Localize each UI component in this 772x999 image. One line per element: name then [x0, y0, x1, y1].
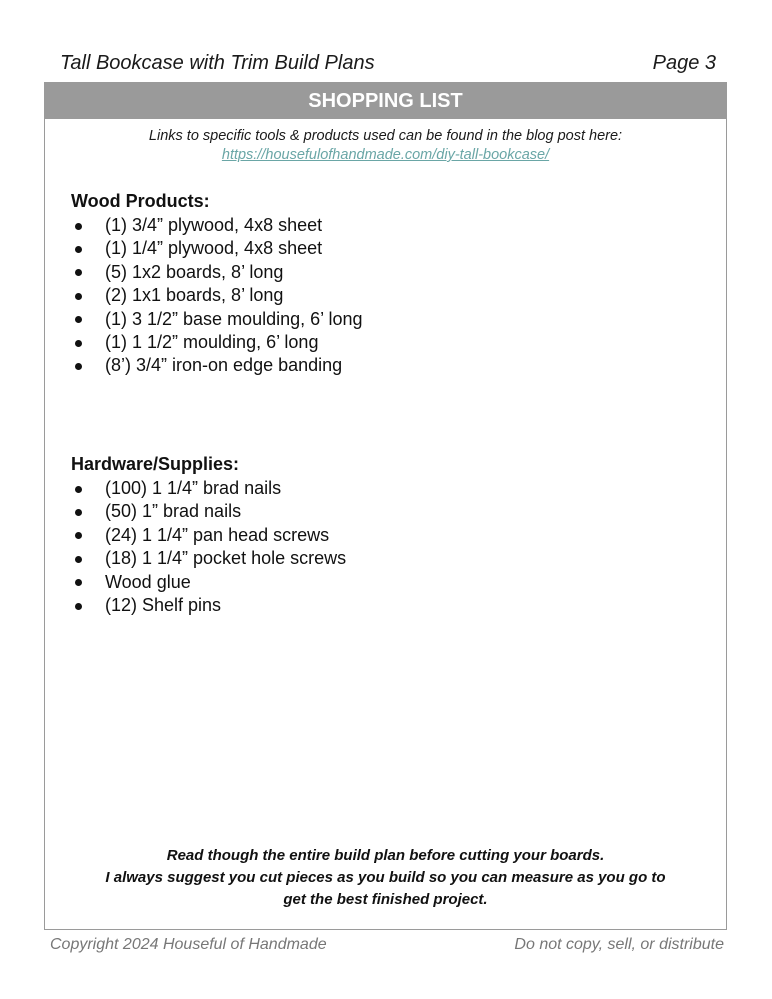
- wood-products-heading: Wood Products:: [71, 191, 210, 211]
- list-item-text: (12) Shelf pins: [105, 595, 222, 616]
- hardware-supplies-list: [71, 477, 346, 617]
- bullet-icon: [75, 223, 82, 230]
- list-item: [71, 237, 362, 260]
- list-item: [71, 500, 346, 523]
- bullet-icon: [75, 269, 82, 276]
- list-item: [71, 354, 362, 377]
- bullet-icon: [75, 246, 82, 253]
- list-item-text: (1) 1 1/2” moulding, 6’ long: [105, 332, 319, 353]
- list-item: [71, 261, 362, 284]
- hardware-supplies-heading: Hardware/Supplies:: [71, 454, 240, 474]
- intro-sentence: Links to specific tools & products used can be found in the blog post here:: [148, 128, 623, 144]
- document-title: Tall Bookcase with Trim Build Plans: [60, 52, 375, 74]
- shopping-list-heading: SHOPPING LIST: [45, 83, 726, 119]
- copyright-text: Copyright 2024 Houseful of Handmade: [50, 936, 327, 953]
- distribution-notice: Do not copy, sell, or distribute: [514, 936, 724, 953]
- wood-products-section: [71, 191, 362, 378]
- bullet-icon: [75, 293, 82, 300]
- list-item-text: (100) 1 1/4” brad nails: [105, 478, 282, 498]
- build-note-line: Read though the entire build plan before cutting your boards.: [166, 847, 605, 864]
- page-number: Page 3: [652, 52, 716, 74]
- build-note: [45, 845, 726, 911]
- bullet-icon: [75, 603, 82, 610]
- blog-post-link[interactable]: https://housefulofhandmade.com/diy-tall-bookcase/: [221, 147, 550, 163]
- list-item: [71, 284, 362, 307]
- bullet-icon: [75, 579, 82, 586]
- list-item: [71, 547, 346, 570]
- list-item: [71, 594, 346, 617]
- build-note-line: I always suggest you cut pieces as you build so you can measure as you go to: [105, 869, 666, 886]
- list-item: [71, 308, 362, 331]
- wood-products-list: [71, 214, 362, 378]
- list-item: [71, 477, 346, 500]
- list-item: [71, 331, 362, 354]
- shopping-list-panel: [44, 82, 727, 930]
- hardware-supplies-section: [71, 454, 346, 617]
- bullet-icon: [75, 486, 82, 493]
- list-item: [71, 571, 346, 594]
- bullet-icon: [75, 556, 82, 563]
- list-item-text: (18) 1 1/4” pocket hole screws: [105, 548, 347, 569]
- list-item-text: Wood glue: [105, 571, 191, 592]
- build-note-line: get the best finished project.: [283, 891, 488, 908]
- intro-text: [45, 127, 726, 165]
- bullet-icon: [75, 340, 82, 347]
- list-item-text: (5) 1x2 boards, 8’ long: [105, 261, 284, 282]
- list-item-text: (1) 1/4” plywood, 4x8 sheet: [105, 238, 323, 259]
- list-item: [71, 214, 362, 237]
- list-item-text: (2) 1x1 boards, 8’ long: [105, 285, 284, 306]
- list-item-text: (50) 1” brad nails: [105, 501, 242, 522]
- bullet-icon: [75, 316, 82, 323]
- list-item-text: (8’) 3/4” iron-on edge banding: [105, 355, 343, 376]
- bullet-icon: [75, 509, 82, 516]
- list-item: [71, 524, 346, 547]
- list-item-text: (1) 3/4” plywood, 4x8 sheet: [105, 215, 323, 235]
- list-item-text: (24) 1 1/4” pan head screws: [105, 524, 330, 545]
- bullet-icon: [75, 363, 82, 370]
- list-item-text: (1) 3 1/2” base moulding, 6’ long: [105, 308, 363, 329]
- bullet-icon: [75, 532, 82, 539]
